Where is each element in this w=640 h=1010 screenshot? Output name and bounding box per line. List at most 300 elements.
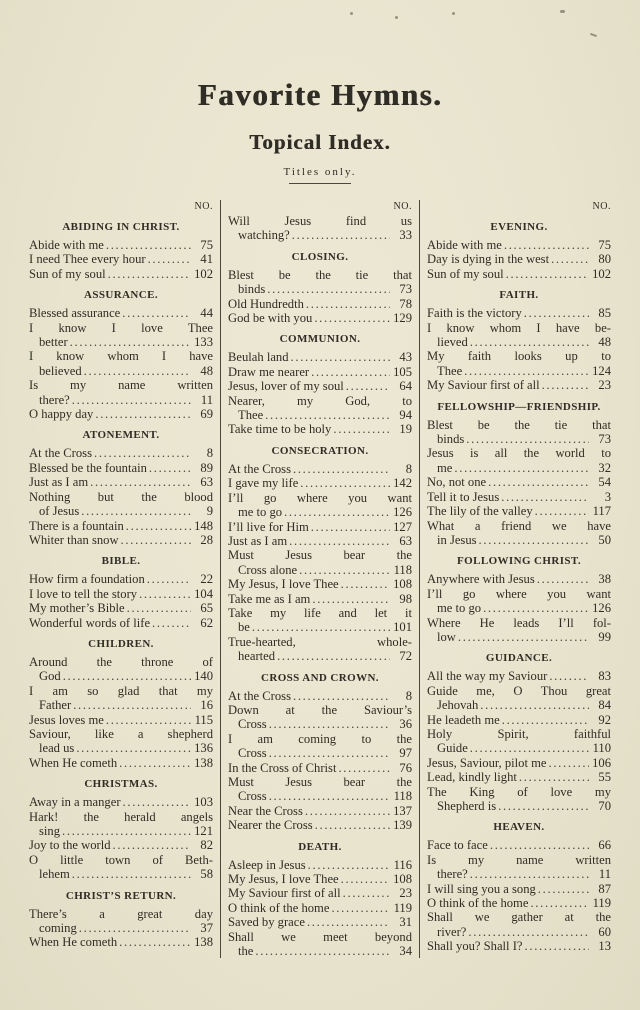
hymn-number: 139 <box>393 818 412 833</box>
hymn-number: 63 <box>200 475 213 490</box>
dot-leader <box>468 925 589 939</box>
section-heading: CHILDREN. <box>88 637 154 650</box>
hymn-title: My Jesus, I love Thee <box>228 872 339 887</box>
section-heading: FOLLOWING CHRIST. <box>457 555 581 568</box>
dot-leader <box>265 408 390 422</box>
index-section <box>29 289 213 421</box>
entry-line <box>427 252 611 266</box>
index-entry <box>427 418 611 447</box>
entry-line <box>427 601 611 615</box>
hymn-number: 82 <box>200 838 213 853</box>
dot-leader <box>121 533 191 547</box>
index-entry <box>427 853 611 882</box>
dot-leader <box>106 238 191 252</box>
hymn-title: O happy day <box>29 407 94 422</box>
index-entry <box>228 606 412 635</box>
index-entry <box>427 616 611 645</box>
entry-line: Jesus is all the world to <box>427 446 611 461</box>
hymn-number: 16 <box>200 698 213 713</box>
scan-speck <box>590 33 597 37</box>
section-heading: COMMUNION. <box>279 333 361 346</box>
hymn-title: Just as I am <box>228 533 288 548</box>
index-entry <box>427 378 611 392</box>
index-entry <box>228 462 412 476</box>
entry-line: Down at the Saviour’s <box>228 702 412 717</box>
dot-leader <box>119 756 191 770</box>
hymn-number: 98 <box>399 591 412 606</box>
entry-line <box>29 756 213 770</box>
hymn-title: At the Cross <box>228 461 291 476</box>
hymn-title: me <box>437 460 453 475</box>
hymn-number: 54 <box>598 475 611 490</box>
entry-line: Saviour, like a shepherd <box>29 726 213 741</box>
entry-line <box>228 350 412 364</box>
hymn-number: 65 <box>200 601 213 616</box>
hymn-number: 8 <box>405 688 412 703</box>
index-entry <box>427 756 611 770</box>
entry-line <box>29 407 213 421</box>
hymn-title: Just as I am <box>29 475 89 490</box>
entry-line: Hark! the herald angels <box>29 809 213 824</box>
hymn-number: 11 <box>598 867 611 882</box>
hymn-title: Tell it to Jesus <box>427 489 500 504</box>
dot-leader <box>291 350 390 364</box>
section-heading: CHRISTMAS. <box>84 778 158 791</box>
entry-line <box>228 422 412 436</box>
index-entry <box>427 446 611 475</box>
hymn-number: 127 <box>393 519 412 534</box>
entry-line <box>427 939 611 953</box>
index-entry <box>427 519 611 548</box>
entry-line <box>228 311 412 325</box>
index-entry <box>228 297 412 311</box>
index-entry <box>228 534 412 548</box>
index-entry <box>29 267 213 281</box>
hymn-title: God <box>39 669 61 684</box>
hymn-number: 92 <box>598 712 611 727</box>
index-section <box>427 821 611 953</box>
entry-line: My faith looks up to <box>427 349 611 364</box>
dot-leader <box>94 446 191 460</box>
hymn-title: Day is dying in the west <box>427 252 550 267</box>
dot-leader <box>127 601 191 615</box>
hymn-title: When He cometh <box>29 755 118 770</box>
dot-leader <box>292 228 390 242</box>
hymn-number: 84 <box>598 698 611 713</box>
entry-line <box>427 504 611 518</box>
hymn-number: 72 <box>399 649 412 664</box>
section-heading: HEAVEN. <box>493 821 545 834</box>
entry-line: Holy Spirit, faithful <box>427 726 611 741</box>
dot-leader <box>470 867 589 881</box>
entry-line <box>427 698 611 712</box>
hymn-title: there? <box>39 392 70 407</box>
hymn-number: 11 <box>200 392 213 407</box>
hymn-title: Abide with me <box>427 238 502 252</box>
entry-line <box>29 669 213 683</box>
entry-line <box>228 520 412 534</box>
hymn-number: 44 <box>200 306 213 321</box>
hymn-title: lehem <box>39 867 70 882</box>
index-entry <box>29 519 213 533</box>
hymn-title: He leadeth me <box>427 712 500 727</box>
index-entry <box>427 490 611 504</box>
hymn-number: 102 <box>592 266 611 281</box>
section-heading: CROSS AND CROWN. <box>261 671 379 684</box>
hymn-title: Take me as I am <box>228 591 311 606</box>
hymn-number: 133 <box>194 335 213 350</box>
dot-leader <box>454 461 589 475</box>
hymn-title: sing <box>39 824 60 838</box>
entry-line <box>228 804 412 818</box>
hymn-number: 126 <box>393 505 412 520</box>
entry-line: There’s a great day <box>29 906 213 921</box>
hymn-title: Wonderful words of life <box>29 615 151 630</box>
dot-leader <box>538 882 589 896</box>
index-section <box>228 841 412 959</box>
hymn-title: Cross <box>238 789 267 804</box>
dot-leader <box>126 519 191 533</box>
hymn-title: Away in a manger <box>29 795 121 810</box>
entry-line <box>228 577 412 591</box>
section-heading: FELLOWSHIP—FRIENDSHIP. <box>437 400 601 413</box>
hymn-title: I will sing you a song <box>427 881 536 896</box>
page-subtitle: Topical Index. <box>249 130 391 154</box>
index-column <box>220 200 419 958</box>
dot-leader <box>81 504 191 518</box>
hymn-number: 43 <box>399 350 412 365</box>
index-entry <box>228 365 412 379</box>
hymn-number: 78 <box>399 296 412 311</box>
index-column <box>22 200 220 958</box>
hymn-number: 116 <box>393 857 412 872</box>
dot-leader <box>506 267 589 281</box>
index-entry <box>427 252 611 266</box>
hymn-number: 99 <box>598 629 611 644</box>
hymn-number: 64 <box>399 379 412 394</box>
hymn-title: Take time to be holy <box>228 422 332 437</box>
entry-line <box>427 882 611 896</box>
entry-line <box>427 432 611 446</box>
hymn-number: 97 <box>399 746 412 761</box>
index-entry <box>29 252 213 266</box>
hymn-number: 118 <box>393 789 412 804</box>
index-entry <box>427 713 611 727</box>
index-section <box>29 429 213 547</box>
entry-line: The King of love my <box>427 784 611 799</box>
hymn-number: 117 <box>592 504 611 519</box>
entry-line <box>29 475 213 489</box>
index-entry <box>29 572 213 586</box>
index-entry <box>228 548 412 577</box>
entry-line <box>427 896 611 910</box>
dot-leader <box>277 649 390 663</box>
hymn-number: 31 <box>399 915 412 930</box>
hymn-title: watching? <box>238 228 290 243</box>
hymn-title: I gave my life <box>228 476 299 491</box>
titles-only-note: Titles only. <box>283 166 357 178</box>
hymn-number: 118 <box>393 562 412 577</box>
dot-leader <box>269 746 390 760</box>
index-entry <box>427 321 611 350</box>
dot-leader <box>464 364 589 378</box>
hymn-title: there? <box>437 867 468 882</box>
hymn-title: My Saviour first of all <box>228 886 341 901</box>
entry-line <box>228 689 412 703</box>
index-entry <box>427 882 611 896</box>
hymn-title: I need Thee every hour <box>29 252 146 267</box>
entry-line: Is my name written <box>427 852 611 867</box>
dot-leader <box>308 858 390 872</box>
hymn-number: 105 <box>393 364 412 379</box>
entry-line: I know I love Thee <box>29 320 213 335</box>
hymn-number: 108 <box>393 872 412 887</box>
entry-line <box>427 713 611 727</box>
entry-line <box>29 335 213 349</box>
hymn-number: 8 <box>206 446 213 461</box>
hymn-number: 22 <box>200 572 213 587</box>
entry-line: True-hearted, whole- <box>228 634 412 649</box>
entry-line <box>228 886 412 900</box>
hymn-title: Thee <box>238 408 264 423</box>
entry-line <box>427 925 611 939</box>
index-entry <box>427 504 611 518</box>
index-entry <box>427 267 611 281</box>
no-header: NO. <box>592 201 611 212</box>
entry-line <box>427 306 611 320</box>
entry-line <box>29 533 213 547</box>
index-section <box>29 638 213 770</box>
dot-leader <box>519 770 589 784</box>
dot-leader <box>252 620 390 634</box>
hymn-number: 119 <box>592 896 611 911</box>
dot-leader <box>524 306 589 320</box>
hymn-title: Saved by grace <box>228 915 305 930</box>
entry-line <box>228 818 412 832</box>
dot-leader <box>480 698 589 712</box>
hymn-number: 32 <box>598 460 611 475</box>
index-entry <box>228 775 412 804</box>
hymn-title: be <box>238 620 250 635</box>
dot-leader <box>535 504 589 518</box>
hymn-number: 28 <box>200 532 213 547</box>
entry-line: Is my name written <box>29 378 213 393</box>
entry-line <box>29 921 213 935</box>
hymn-title: me to go <box>437 601 482 616</box>
entry-line <box>427 630 611 644</box>
entry-line <box>228 505 412 519</box>
dot-leader <box>122 306 191 320</box>
index-entry <box>228 689 412 703</box>
index-entry <box>29 238 213 252</box>
entry-line <box>427 267 611 281</box>
entry-line <box>29 935 213 949</box>
hymn-title: Near the Cross <box>228 803 303 818</box>
entry-line <box>228 365 412 379</box>
index-entry <box>427 669 611 683</box>
dot-leader <box>501 490 589 504</box>
entry-line <box>228 717 412 731</box>
index-entry <box>427 572 611 586</box>
hymn-title: Cross alone <box>238 562 298 577</box>
dot-leader <box>300 476 390 490</box>
dot-leader <box>551 252 589 266</box>
hymn-number: 94 <box>399 408 412 423</box>
scan-speck <box>560 10 565 13</box>
index-entry <box>228 379 412 393</box>
scan-speck <box>395 16 398 19</box>
hymn-number: 138 <box>194 935 213 950</box>
hymn-number: 75 <box>200 238 213 252</box>
index-entry <box>29 795 213 809</box>
dot-leader <box>483 601 589 615</box>
hymn-number: 138 <box>194 755 213 770</box>
hymn-title: No, not one <box>427 475 487 490</box>
dot-leader <box>147 572 191 586</box>
dot-leader <box>62 824 191 838</box>
index-entry <box>29 727 213 756</box>
index-entry <box>228 761 412 775</box>
hymn-title: Sun of my soul <box>29 266 106 281</box>
entry-line: Will Jesus find us <box>228 214 412 228</box>
index-entry <box>29 407 213 421</box>
hymn-title: Blessed assurance <box>29 306 121 321</box>
hymn-number: 115 <box>194 712 213 727</box>
hymn-title: coming <box>39 921 77 936</box>
hymn-number: 129 <box>393 311 412 326</box>
index-entry <box>427 770 611 784</box>
index-section <box>29 221 213 281</box>
hymn-title: O think of the home <box>427 896 529 911</box>
hymn-title: Shall you? Shall I? <box>427 939 523 954</box>
hymn-number: 70 <box>598 799 611 813</box>
hymn-title: lieved <box>437 335 468 350</box>
entry-line <box>228 649 412 663</box>
index-entry <box>228 915 412 929</box>
entry-line <box>228 462 412 476</box>
index-entry <box>29 533 213 547</box>
entry-line: I’ll go where you want <box>427 586 611 601</box>
entry-line <box>228 408 412 422</box>
index-entry <box>427 684 611 713</box>
hymn-title: How firm a foundation <box>29 572 145 587</box>
index-section <box>228 333 412 436</box>
index-section <box>427 221 611 281</box>
entry-line <box>427 770 611 784</box>
hymn-number: 73 <box>598 432 611 447</box>
hymn-number: 9 <box>206 504 213 519</box>
dot-leader <box>525 939 590 953</box>
entry-line <box>228 620 412 634</box>
dot-leader <box>79 921 191 935</box>
index-entry <box>29 935 213 949</box>
scan-speck <box>350 12 353 15</box>
entry-line <box>29 795 213 809</box>
index-entry <box>228 311 412 325</box>
index-entry <box>228 394 412 423</box>
hymn-title: low <box>437 629 456 644</box>
entry-line <box>29 824 213 838</box>
hymn-number: 126 <box>592 601 611 616</box>
hymn-number: 23 <box>399 886 412 901</box>
hymn-number: 103 <box>194 795 213 810</box>
index-entry <box>427 896 611 910</box>
hymn-number: 13 <box>598 939 611 954</box>
entry-line <box>427 475 611 489</box>
dot-leader <box>84 364 191 378</box>
hymn-title: Draw me nearer <box>228 364 310 379</box>
hymn-number: 63 <box>399 533 412 548</box>
entry-line: I’ll go where you want <box>228 490 412 505</box>
dot-leader <box>63 669 191 683</box>
entry-line <box>29 601 213 615</box>
hymn-number: 102 <box>194 266 213 281</box>
dot-leader <box>548 756 589 770</box>
entry-line: Nothing but the blood <box>29 489 213 504</box>
dot-leader <box>504 238 589 252</box>
dot-leader <box>470 335 589 349</box>
hymn-number: 87 <box>598 881 611 896</box>
dot-leader <box>549 669 589 683</box>
hymn-title: me to go <box>238 505 283 520</box>
entry-line: Must Jesus bear the <box>228 548 412 563</box>
index-entry <box>427 910 611 939</box>
dot-leader <box>149 461 191 475</box>
hymn-number: 50 <box>598 532 611 547</box>
entry-line <box>228 789 412 803</box>
hymn-title: Shepherd is <box>437 799 497 813</box>
entry-line <box>427 533 611 547</box>
index-section <box>228 445 412 664</box>
dot-leader <box>95 407 191 421</box>
dot-leader <box>123 795 191 809</box>
index-entry <box>29 461 213 475</box>
hymn-title: Father <box>39 698 72 713</box>
entry-line: What a friend we have <box>427 518 611 533</box>
index-entry <box>228 901 412 915</box>
dot-leader <box>108 267 191 281</box>
index-entry <box>29 655 213 684</box>
dot-leader <box>341 872 390 886</box>
index-entry <box>427 238 611 252</box>
section-heading: GUIDANCE. <box>485 652 553 665</box>
hymn-number: 104 <box>194 586 213 601</box>
dot-leader <box>542 378 589 392</box>
entry-line <box>29 446 213 460</box>
hymn-title: I love to tell the story <box>29 586 138 601</box>
hymn-number: 48 <box>200 363 213 378</box>
dot-leader <box>152 616 191 630</box>
hymn-title: My Saviour first of all <box>427 378 540 393</box>
dot-leader <box>470 741 589 755</box>
index-section <box>228 214 412 243</box>
index-entry <box>29 616 213 630</box>
dot-leader <box>488 475 589 489</box>
index-entry <box>29 306 213 320</box>
hymn-title: Jesus loves me <box>29 712 104 727</box>
dot-leader <box>490 838 589 852</box>
index-entry <box>427 838 611 852</box>
hymn-title: God be with you <box>228 311 313 326</box>
hymn-number: 66 <box>598 838 611 853</box>
entry-line <box>427 799 611 813</box>
index-section <box>29 555 213 630</box>
dot-leader <box>72 867 191 881</box>
note-rule <box>289 183 351 184</box>
entry-line <box>228 476 412 490</box>
dot-leader <box>346 379 390 393</box>
entry-line <box>228 761 412 775</box>
